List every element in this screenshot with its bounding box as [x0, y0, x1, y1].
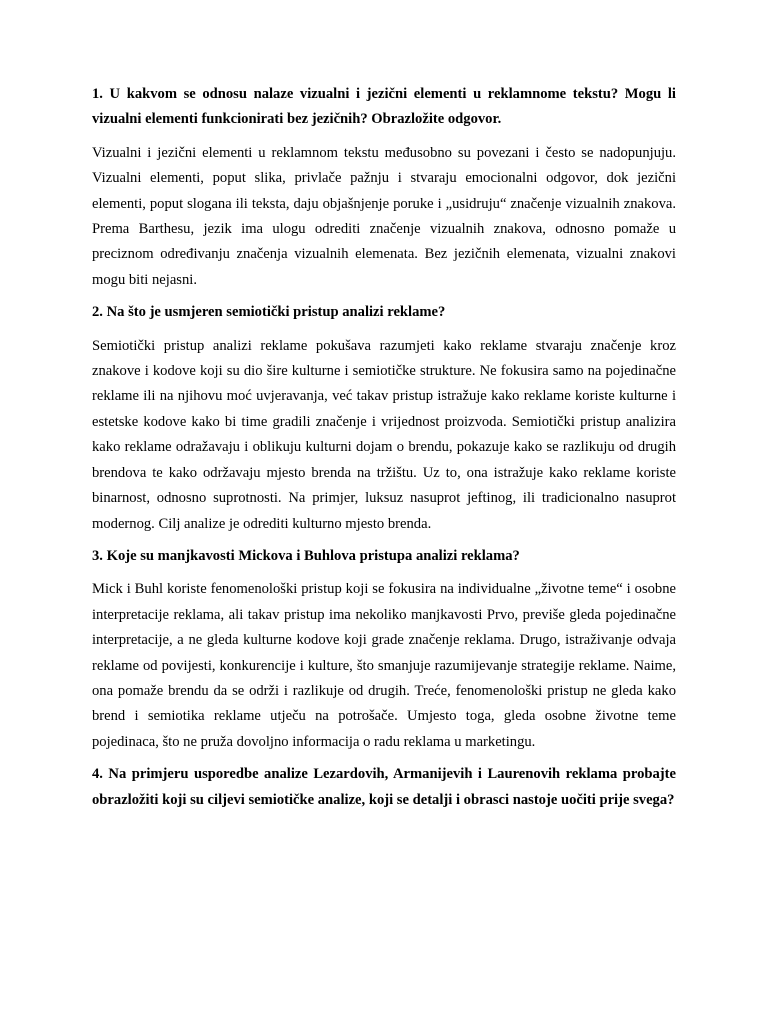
question-1: 1. U kakvom se odnosu nalaze vizualni i jezični elementi u reklamnome tekstu? Mogu li vizualni elementi funkcionirati bez jezičnih? Obrazložite odgovor. [92, 86, 676, 128]
spacer [92, 755, 676, 762]
spacer [92, 133, 676, 141]
answer-3: Mick i Buhl koriste fenomenološki pristup koji se fokusira na individualne „životne teme“ i osobne interpretacije reklama, ali takav pristup ima nekoliko manjkavosti Prvo, previše gleda pojedinačne interpretacije, a ne gleda kulturne kodove koji grade značenje reklama. Drugo, istraživanje odvaja reklame od povijesti, konkurencije i kulture, što smanjuje razumijevanje strategije reklame. Naime, ona pomaže brendu da se održi i razlikuje od drugih. Treće, fenomenološki pristup ne gleda kako brend i semiotika reklame utječu na potrošače. Umjesto toga, gleda osobne životne teme pojedinaca, što ne pruža dovoljno informacija o radu reklama u marketingu. [92, 581, 676, 750]
question-3: 3. Koje su manjkavosti Mickova i Buhlova pristupa analizi reklama? [92, 547, 520, 564]
spacer [92, 569, 676, 577]
spacer [92, 293, 676, 300]
question-2: 2. Na što je usmjeren semiotički pristup analizi reklame? [92, 304, 446, 321]
question-4: 4. Na primjeru usporedbe analize Lezardovih, Armanijevih i Laurenovih reklama probajte obrazložiti koji su ciljevi semiotičke analize, koji se detalji i obrasci nastoje uočiti prije svega? [92, 766, 676, 808]
answer-1: Vizualni i jezični elementi u reklamnom tekstu međusobno su povezani i često se nadopunjuju. Vizualni elementi, poput slika, privlače pažnju i stvaraju emocionalni odgovor, dok jezični elementi, poput slogana ili teksta, daju objašnjenje poruke i „usidruju“ značenje vizualnih znakova. Prema Barthesu, jezik ima ulogu odrediti značenje vizualnih znakova, odnosno pomaže u preciznom određivanju značenja vizualnih elemenata. Bez jezičnih elemenata, vizualni znakovi mogu biti nejasni. [92, 144, 676, 288]
answer-2: Semiotički pristup analizi reklame pokušava razumjeti kako reklame stvaraju značenje kroz znakove i kodove koji su dio šire kulturne i semiotičke strukture. Ne fokusira samo na pojedinačne reklame ili na njihovu moć uvjeravanja, već takav pristup istražuje kako reklame koriste kulturne i estetske kodove kako bi time gradili značenje i vrijednost proizvoda. Semiotički pristup analizira kako reklame odražavaju i oblikuju kulturni dojam o brendu, pokazuje kako se razlikuju od drugih brendova te kako održavaju mjesto brenda na tržištu. Uz to, ona istražuje kako reklame koriste binarnost, odnosno suprotnosti. Na primjer, luksuz nasuprot jeftinog, ili tradicionalno nasuprot modernog. Cilj analize je odrediti kulturno mjesto brenda. [92, 337, 676, 532]
document-page [92, 82, 676, 813]
spacer [92, 326, 676, 334]
spacer [92, 537, 676, 544]
